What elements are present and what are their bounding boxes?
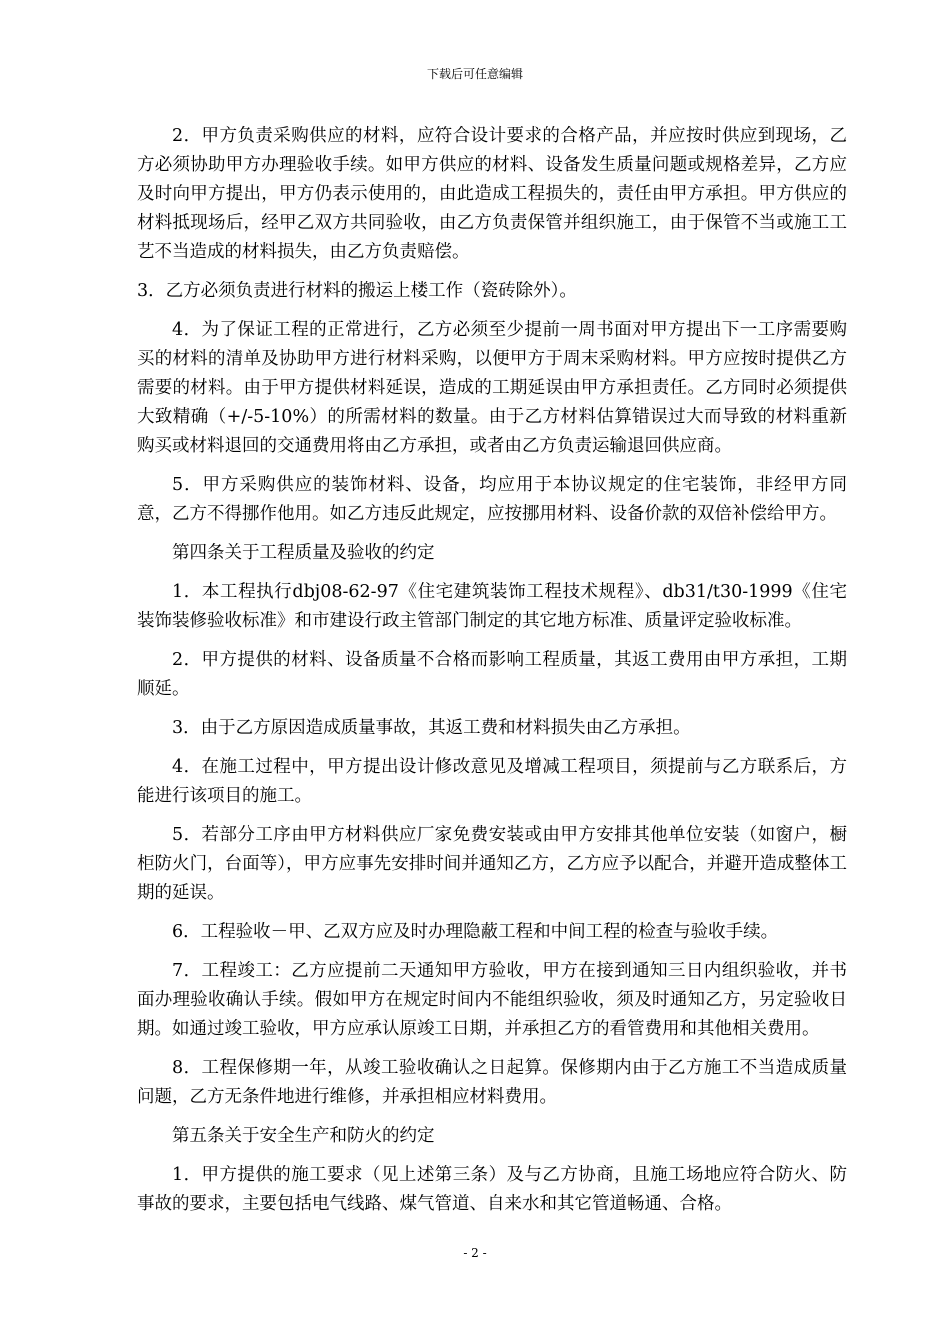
paragraph-inspection: 6．工程验收－甲、乙双方应及时办理隐蔽工程和中间工程的检查与验收手续。	[172, 922, 779, 942]
paragraph-quality-standards: 1．本工程执行dbj08-62-97《住宅建筑装饰工程技术规程》、db31/t30-1999《住宅装饰装修验收标准》和市建设行政主管部门制定的其它地方标准、质量评定验收标准。	[137, 582, 847, 631]
paragraph-warranty: 8．工程保修期一年，从竣工验收确认之日起算。保修期内由于乙方施工不当造成质量问题，乙方无条件地进行维修，并承担相应材料费用。	[137, 1058, 847, 1107]
paragraph-material-usage: 5．甲方采购供应的装饰材料、设备，均应用于本协议规定的住宅装饰，非经甲方同意，乙方不得挪作他用。如乙方违反此规定，应按挪用材料、设备价款的双倍补偿给甲方。	[137, 475, 847, 524]
paragraph-quality-accident: 3．由于乙方原因造成质量事故，其返工费和材料损失由乙方承担。	[172, 718, 691, 738]
paragraph-third-party-install: 5．若部分工序由甲方材料供应厂家免费安装或由甲方安排其他单位安装（如窗户，橱柜防火门，台面等），甲方应事先安排时间并通知乙方，乙方应予以配合，并避开造成整体工期的延误。	[137, 825, 847, 903]
page-header: 下载后可任意编辑	[426, 67, 523, 81]
paragraph-completion: 7．工程竣工：乙方应提前二天通知甲方验收，甲方在接到通知三日内组织验收，并书面办理验收确认手续。假如甲方在规定时间内不能组织验收，须及时通知乙方，另定验收日期。如通过竣工验收，甲方应承认原竣工日期，并承担乙方的看管费用和其他相关费用。	[137, 961, 847, 1039]
paragraph-material-list: 4．为了保证工程的正常进行，乙方必须至少提前一周书面对甲方提出下一工序需要购买的材料的清单及协助甲方进行材料采购，以便甲方于周末采购材料。甲方应按时提供乙方需要的材料。由于甲方提供材料延误，造成的工期延误由甲方承担责任。乙方同时必须提供大致精确（+/-5-10%）的所需材料的数量。由于乙方材料估算错误过大而导致的材料重新购买或材料退回的交通费用将由乙方承担，或者由乙方负责运输退回供应商。	[137, 320, 847, 456]
paragraph-fire-safety: 1．甲方提供的施工要求（见上述第三条）及与乙方协商，且施工场地应符合防火、防事故的要求，主要包括电气线路、煤气管道、自来水和其它管道畅通、合格。	[137, 1165, 847, 1214]
section-heading-article-5: 第五条关于安全生产和防火的约定	[172, 1126, 435, 1146]
paragraph-defective-materials: 2．甲方提供的材料、设备质量不合格而影响工程质量，其返工费用由甲方承担，工期顺延。	[137, 650, 847, 699]
paragraph-material-carrying: 3．乙方必须负责进行材料的搬运上楼工作（瓷砖除外）。	[137, 281, 577, 301]
paragraph-materials-supply: 2．甲方负责采购供应的材料，应符合设计要求的合格产品，并应按时供应到现场，乙方必须协助甲方办理验收手续。如甲方供应的材料、设备发生质量问题或规格差异，乙方应及时向甲方提出，甲方仍表示使用的，由此造成工程损失的，责任由甲方承担。甲方供应的材料抵现场后，经甲乙双方共同验收，由乙方负责保管并组织施工，由于保管不当或施工工艺不当造成的材料损失，由乙方负责赔偿。	[137, 126, 847, 262]
document-body	[137, 122, 847, 1229]
section-heading-article-4: 第四条关于工程质量及验收的约定	[172, 543, 435, 563]
page-number: - 2 -	[463, 1246, 487, 1260]
paragraph-design-changes: 4．在施工过程中，甲方提出设计修改意见及增减工程项目，须提前与乙方联系后，方能进行该项目的施工。	[137, 757, 847, 806]
